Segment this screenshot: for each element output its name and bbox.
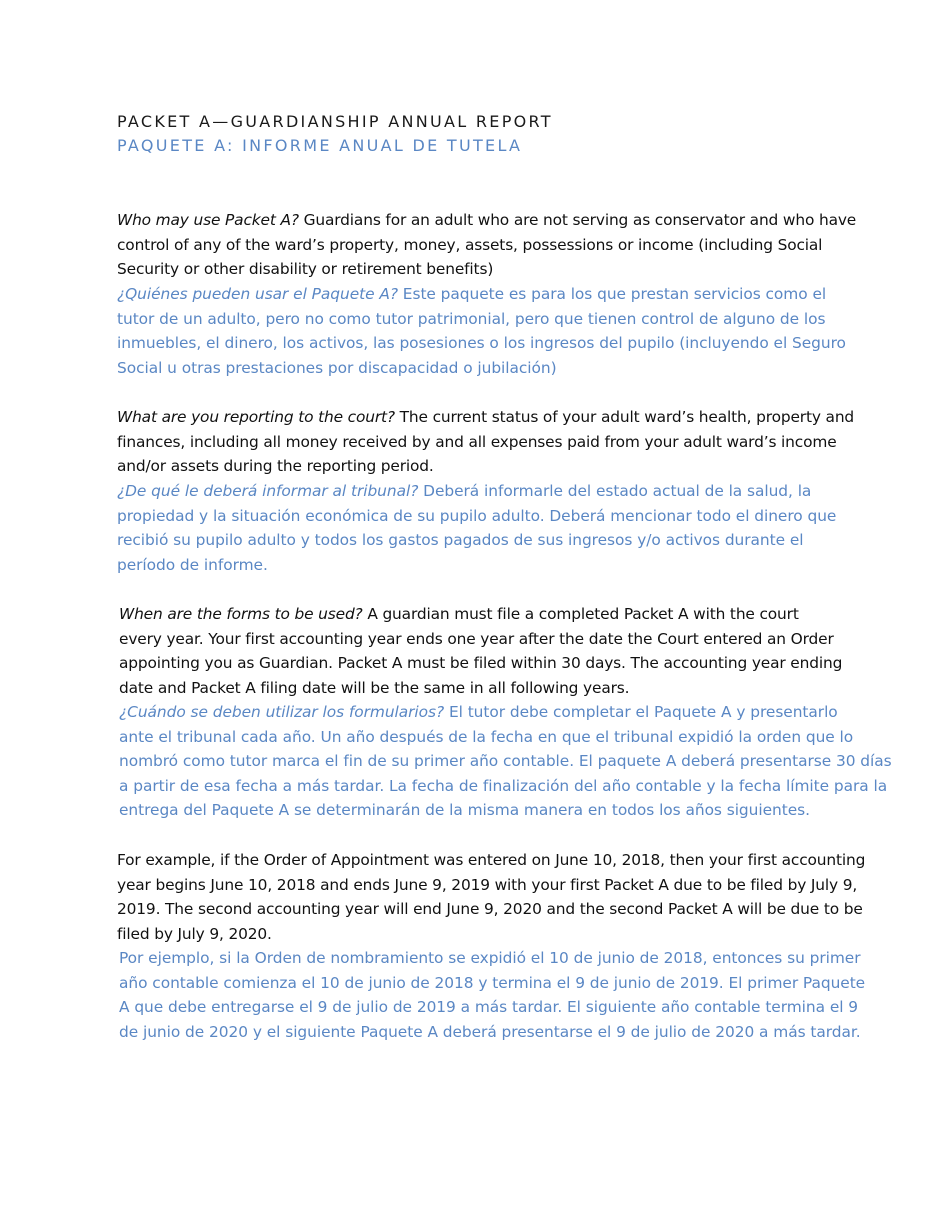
paragraph-line: When are the forms to be used? A guardian must file a completed Packet A with the court	[119, 605, 799, 623]
paragraph-line: propiedad y la situación económica de su pupilo adulto. Deberá mencionar todo el dinero que	[117, 506, 837, 525]
question-label: When are the forms to be used?	[119, 605, 363, 623]
paragraph-line: and/or assets during the reporting period.	[117, 457, 434, 476]
paragraph-line: every year. Your first accounting year ends one year after the date the Court entered an Order	[119, 629, 834, 648]
paragraph-line: Social u otras prestaciones por discapacidad o jubilación)	[117, 358, 557, 377]
paragraph-line: a partir de esa fecha a más tardar. La fecha de finalización del año contable y la fecha límite para la	[119, 776, 888, 795]
section-when-used-es	[119, 700, 892, 823]
paragraph-line: year begins June 10, 2018 and ends June 9, 2019 with your first Packet A due to be filed by July 9,	[117, 875, 858, 894]
paragraph-line: período de informe.	[117, 555, 268, 574]
title-english: PACKET A—GUARDIANSHIP ANNUAL REPORT	[117, 112, 553, 131]
paragraph-line: ante el tribunal cada año. Un año después de la fecha en que el tribunal expidió la orden que lo	[119, 727, 854, 746]
question-label: Who may use Packet A?	[117, 211, 299, 229]
paragraph-line: filed by July 9, 2020.	[117, 924, 272, 943]
paragraph-line: inmuebles, el dinero, los activos, las posesiones o los ingresos del pupilo (incluyendo el Seguro	[117, 334, 846, 353]
paragraph-line: año contable comienza el 10 de junio de 2018 y termina el 9 de junio de 2019. El primer Paquete	[119, 973, 866, 992]
paragraph-line: Security or other disability or retirement benefits)	[117, 260, 494, 279]
section-who-may-use-en	[117, 208, 877, 282]
section-what-reporting-es	[117, 479, 877, 577]
section-what-reporting-en	[117, 405, 877, 479]
paragraph-line: date and Packet A filing date will be the same in all following years.	[119, 678, 630, 697]
paragraph-line: What are you reporting to the court? The current status of your adult ward’s health, property and	[117, 408, 855, 426]
paragraph-line: entrega del Paquete A se determinarán de la misma manera en todos los años siguientes.	[119, 801, 810, 820]
paragraph-line: A que debe entregarse el 9 de julio de 2019 a más tardar. El siguiente año contable termina el 9	[119, 998, 859, 1017]
paragraph-line: de junio de 2020 y el siguiente Paquete A deberá presentarse el 9 de julio de 2020 a más tardar.	[119, 1022, 861, 1041]
section-when-used-en	[119, 602, 879, 700]
paragraph-line: ¿Quiénes pueden usar el Paquete A? Este paquete es para los que prestan servicios como el	[117, 285, 827, 303]
paragraph-line: Por ejemplo, si la Orden de nombramiento se expidió el 10 de junio de 2018, entonces su primer	[119, 949, 861, 967]
question-label: ¿De qué le deberá informar al tribunal?	[117, 482, 419, 500]
paragraph-line: ¿De qué le deberá informar al tribunal? Deberá informarle del estado actual de la salud, la	[117, 482, 812, 500]
paragraph-line: tutor de un adulto, pero no como tutor patrimonial, pero que tienen control de alguno de los	[117, 309, 826, 328]
question-label: ¿Quiénes pueden usar el Paquete A?	[117, 285, 398, 303]
paragraph-line: nombró como tutor marca el fin de su primer año contable. El paquete A deberá presentarse 30 días	[119, 752, 892, 771]
paragraph-line: recibió su pupilo adulto y todos los gastos pagados de sus ingresos y/o activos durante el	[117, 531, 804, 550]
question-label: What are you reporting to the court?	[117, 408, 395, 426]
section-who-may-use-es	[117, 282, 877, 380]
paragraph-line: finances, including all money received by and all expenses paid from your adult ward’s income	[117, 432, 837, 451]
title-spanish: PAQUETE A: INFORME ANUAL DE TUTELA	[117, 136, 523, 155]
paragraph-line: 2019. The second accounting year will end June 9, 2020 and the second Packet A will be due to be	[117, 900, 863, 919]
paragraph-line: control of any of the ward’s property, money, assets, possessions or income (including Social	[117, 235, 823, 254]
paragraph-line: ¿Cuándo se deben utilizar los formularios? El tutor debe completar el Paquete A y presentarlo	[119, 703, 838, 721]
section-example-es	[119, 946, 879, 1044]
question-label: ¿Cuándo se deben utilizar los formularios?	[119, 703, 445, 721]
section-example-en	[117, 848, 877, 946]
paragraph-line: For example, if the Order of Appointment was entered on June 10, 2018, then your first accounting	[117, 851, 866, 869]
paragraph-line: Who may use Packet A? Guardians for an adult who are not serving as conservator and who have	[117, 211, 857, 229]
paragraph-line: appointing you as Guardian. Packet A must be filed within 30 days. The accounting year ending	[119, 654, 843, 673]
